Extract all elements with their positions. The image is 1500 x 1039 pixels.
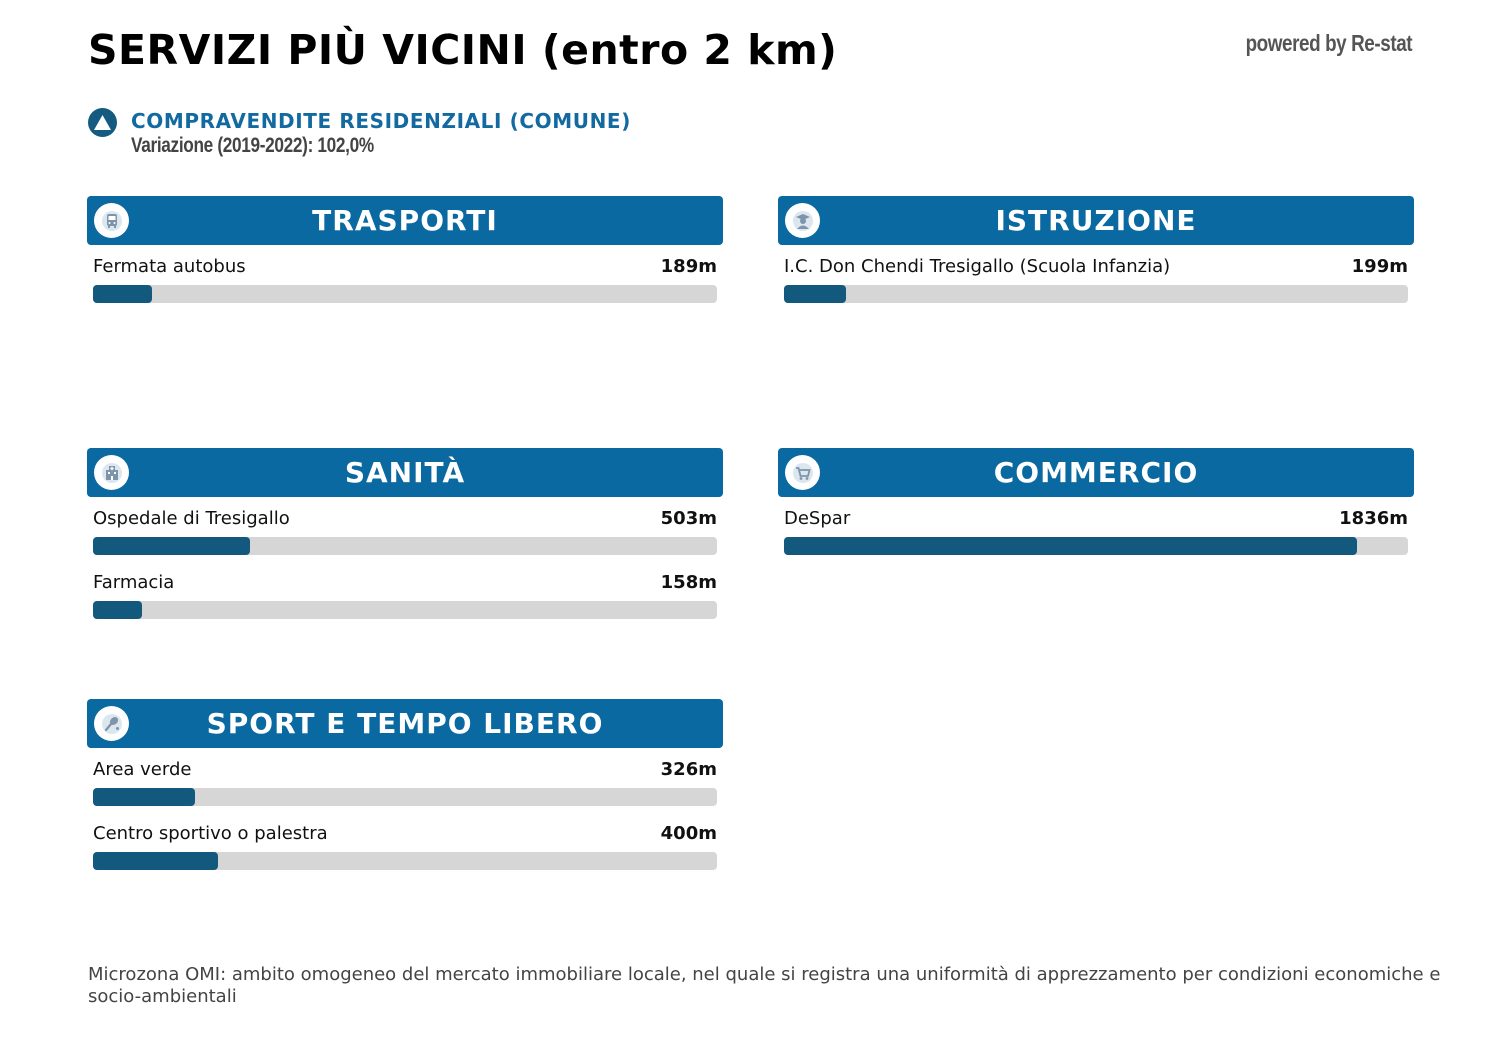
service-name: Farmacia bbox=[93, 572, 175, 593]
distance-bar bbox=[784, 537, 1357, 555]
distance-bar bbox=[93, 537, 250, 555]
service-item bbox=[87, 812, 723, 876]
page-title: SERVIZI PIÙ VICINI (entro 2 km) bbox=[88, 26, 838, 74]
service-name: DeSpar bbox=[784, 508, 851, 529]
service-item bbox=[778, 497, 1414, 561]
distance-bar bbox=[93, 601, 142, 619]
panel-header bbox=[778, 448, 1414, 497]
panel-header bbox=[87, 448, 723, 497]
distance-bar bbox=[784, 285, 846, 303]
service-distance: 326m bbox=[660, 759, 717, 780]
panel-title: TRASPORTI bbox=[312, 204, 498, 237]
panel-header bbox=[87, 699, 723, 748]
service-item bbox=[87, 497, 723, 561]
bus-icon bbox=[94, 203, 129, 238]
service-distance: 503m bbox=[660, 508, 717, 529]
kpi-subtitle: Variazione (2019-2022): 102,0% bbox=[131, 134, 374, 157]
triangle-up-icon bbox=[88, 108, 117, 137]
service-name: Ospedale di Tresigallo bbox=[93, 508, 290, 529]
panel-title: SANITÀ bbox=[344, 456, 466, 489]
distance-bar bbox=[93, 852, 218, 870]
service-distance: 400m bbox=[660, 823, 717, 844]
kpi-title: COMPRAVENDITE RESIDENZIALI (COMUNE) bbox=[131, 109, 631, 133]
service-distance: 199m bbox=[1351, 256, 1408, 277]
service-name: Area verde bbox=[93, 759, 192, 780]
distance-bar-track bbox=[93, 285, 717, 303]
service-item bbox=[87, 748, 723, 812]
service-item bbox=[87, 561, 723, 625]
service-distance: 189m bbox=[660, 256, 717, 277]
service-name: I.C. Don Chendi Tresigallo (Scuola Infanzia) bbox=[784, 256, 1171, 277]
distance-bar-track bbox=[784, 285, 1408, 303]
panel-header bbox=[87, 196, 723, 245]
service-item bbox=[87, 245, 723, 309]
panel-sport bbox=[87, 699, 723, 876]
service-distance: 158m bbox=[660, 572, 717, 593]
distance-bar-track bbox=[784, 537, 1408, 555]
distance-bar-track bbox=[93, 601, 717, 619]
tennis-racket-icon bbox=[94, 706, 129, 741]
service-distance: 1836m bbox=[1339, 508, 1408, 529]
service-item bbox=[778, 245, 1414, 309]
powered-by-logo: powered by Re-stat bbox=[1245, 30, 1412, 56]
panel-title: SPORT E TEMPO LIBERO bbox=[206, 707, 604, 740]
distance-bar bbox=[93, 788, 195, 806]
footnote: Microzona OMI: ambito omogeneo del mercato immobiliare locale, nel quale si registra una uniformità di apprezzamento per condizioni economiche e socio-ambientali bbox=[88, 964, 1441, 1007]
student-icon bbox=[785, 203, 820, 238]
panel-trasporti bbox=[87, 196, 723, 309]
distance-bar bbox=[93, 285, 152, 303]
distance-bar-track bbox=[93, 537, 717, 555]
panel-header bbox=[778, 196, 1414, 245]
panel-sanita bbox=[87, 448, 723, 625]
panel-title: COMMERCIO bbox=[993, 456, 1199, 489]
hospital-icon bbox=[94, 455, 129, 490]
distance-bar-track bbox=[93, 788, 717, 806]
panel-title: ISTRUZIONE bbox=[995, 204, 1197, 237]
distance-bar-track bbox=[93, 852, 717, 870]
service-name: Fermata autobus bbox=[93, 256, 246, 277]
shopping-cart-icon bbox=[785, 455, 820, 490]
service-name: Centro sportivo o palestra bbox=[93, 823, 328, 844]
panel-commercio bbox=[778, 448, 1414, 561]
panel-istruzione bbox=[778, 196, 1414, 309]
